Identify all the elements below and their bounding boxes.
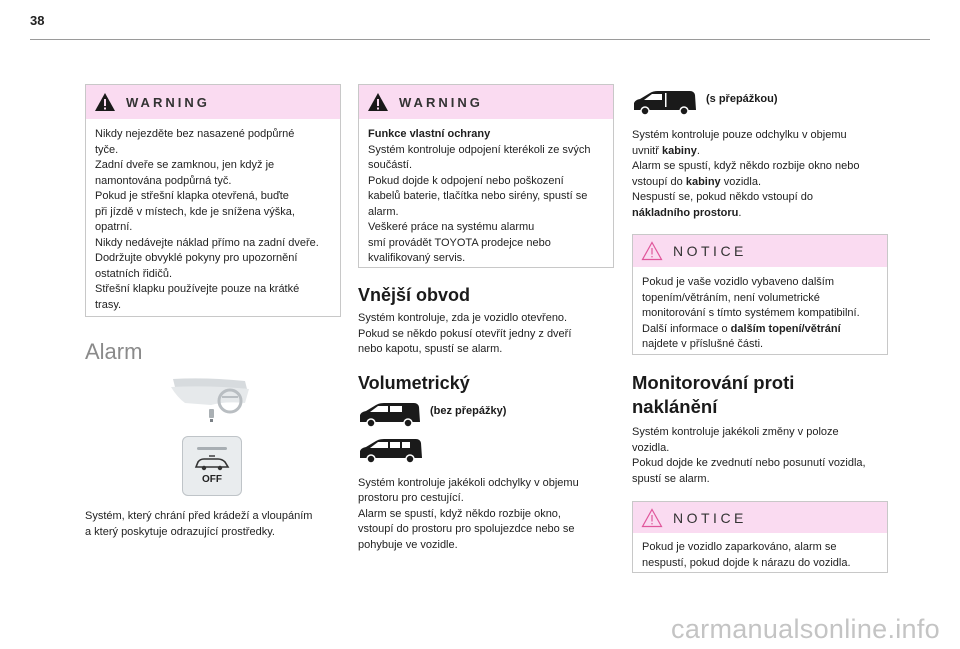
alarm-desc-line: a který poskytuje odrazující prostředky. [85,525,275,538]
perimeter-heading: Vnější obvod [358,285,471,305]
notice-box-parked [632,501,888,573]
text-run: Další informace o [642,322,731,335]
warning-box-roof [85,84,341,317]
with-partition-label: (s přepážkou) [706,93,778,105]
perimeter-line: Systém kontroluje, zda je vozidlo otevřeno. [358,312,568,324]
notice-header [633,235,887,267]
volumetric-line: Systém kontroluje jakékoli odchylky v objemu [358,476,579,489]
notice-body [633,533,887,581]
text-run: vstoupí do [632,175,686,188]
tilt-heading-line: naklánění [632,396,718,417]
led-bar [197,447,227,450]
tilt-line: spustí se alarm. [632,472,710,485]
warning-line: Pokud je střešní klapka otevřená, buďte [95,190,289,202]
partition-text [632,128,888,221]
warning-line: ostatních řidičů. [95,267,173,280]
warning-header [359,85,613,119]
notice-line: Pokud je vozidlo zaparkováno, alarm se [642,541,837,553]
warning-box-self-protection [358,84,614,268]
volumetric-text [358,476,614,554]
van-partition-icon [632,90,698,116]
warning-line: opatrní. [95,221,133,233]
warning-line: Nikdy nedávejte náklad přímo na zadní dveře. [95,236,319,249]
column-middle [358,84,614,553]
column-right [632,84,888,573]
warning-line: trasy. [95,298,122,311]
warning-title: WARNING [126,94,210,110]
van-icon [358,402,422,428]
perimeter-text [358,311,614,358]
warning-line: při jízdě v místech, kde je snížena výška, [95,205,295,218]
alarm-off-button-illustration [182,436,242,496]
notice-line: Pokud je vaše vozidlo vybaveno dalším [642,276,834,288]
warning-line: součástí. [368,159,413,171]
alarm-desc-line: Systém, který chrání před krádeží a vloupáním [85,510,313,522]
warning-body [359,119,613,277]
notice-line: najdete v příslušné části. [642,338,764,350]
warning-line: Pokud dojde k odpojení nebo poškození [368,174,564,187]
cargo-term: nákladního prostoru [632,206,739,219]
notice-line [642,322,878,338]
partition-line [632,144,888,160]
tilt-line: Systém kontroluje jakékoli změny v poloze [632,426,839,438]
partition-line [632,206,888,222]
notice-title: NOTICE [673,243,747,259]
warning-body [86,119,340,323]
volumetric-line: Alarm se spustí, když někdo rozbije okno, [358,507,561,520]
off-label: OFF [202,474,222,485]
partition-line [632,175,888,191]
perimeter-line: nebo kapotu, spustí se alarm. [358,343,503,355]
text-run: . [696,144,700,157]
volumetric-line: prostoru pro cestující. [358,492,464,504]
warning-triangle-icon [94,92,116,112]
partition-line: Systém kontroluje pouze odchylku v objemu [632,129,847,141]
warning-line: Veškeré práce na systému alarmu [368,221,535,233]
warning-line: Zadní dveře se zamknou, jen když je [95,159,275,171]
notice-line: nespustí, pokud dojde k nárazu do vozidla. [642,556,851,569]
warning-title: WARNING [399,94,483,110]
warning-line: Dodržujte obvyklé pokyny pro upozornění [95,252,298,264]
alarm-heading: Alarm [85,339,143,364]
tilt-line: Pokud dojde ke zvednutí nebo posunutí vozidla, [632,457,866,469]
notice-title: NOTICE [673,509,747,526]
volumetric-line: pohybuje ve vozidle. [358,538,458,551]
text-run: . [738,206,742,219]
warning-line: namontována podpůrná tyč. [95,174,232,187]
cabin-term: kabiny [661,144,697,157]
van-partition-row [632,90,888,116]
notice-line: monitorování s tímto systémem kompatibilní. [642,307,860,319]
notice-header [633,502,887,533]
warning-header [86,85,340,119]
notice-body [633,267,887,363]
no-partition-label: (bez přepážky) [430,404,507,417]
warning-line: kvalifikovaný servis. [368,252,466,264]
warning-line: kabelů baterie, tlačítka nebo sirény, spustí se [368,190,588,202]
warning-subtitle: Funkce vlastní ochrany [368,128,491,140]
warning-line: alarm. [368,205,399,218]
warning-line: tyče. [95,143,119,156]
warning-line: smí provádět TOYOTA prodejce nebo [368,236,551,249]
cabin-term: kabiny [685,175,721,188]
watermark: carmanualsonline.info [671,614,940,644]
heating-term: dalším topení/větrání [730,322,841,335]
warning-line: Nikdy nejezděte bez nasazené podpůrné [95,128,295,140]
alarm-description [85,509,341,540]
van-long-row [358,438,614,464]
notice-box-heating [632,234,888,355]
warning-line: Střešní klapku používejte pouze na krátké [95,283,300,295]
partition-line: Nespustí se, pokud někdo vstoupí do [632,191,814,203]
notice-triangle-icon [641,241,663,261]
van-no-partition-row [358,402,614,428]
dashboard-illustration [85,375,341,427]
column-left [85,84,341,540]
text-run: vozidla. [720,175,762,188]
partition-line: Alarm se spustí, když někdo rozbije okno nebo [632,160,860,172]
page-number: 38 [30,13,45,28]
volumetric-line: vstoupí do prostoru pro spolujezdce nebo se [358,523,575,535]
warning-triangle-icon [367,92,389,112]
van-long-icon [358,438,424,464]
tilt-text [632,425,888,487]
notice-triangle-icon [641,508,663,528]
text-run: uvnitř [632,144,662,157]
tilt-line: vozidla. [632,441,670,454]
notice-line: topením/větráním, není volumetrické [642,291,820,304]
tilt-heading [632,371,888,419]
tilt-heading-line: Monitorování proti [632,372,795,393]
car-alarm-icon [192,455,232,471]
header-rule [30,39,930,40]
volumetric-heading: Volumetrický [358,372,470,393]
perimeter-line: Pokud se někdo pokusí otevřít jedny z dveří [358,327,572,340]
warning-line: Systém kontroluje odpojení kterékoli ze svých [368,143,591,156]
